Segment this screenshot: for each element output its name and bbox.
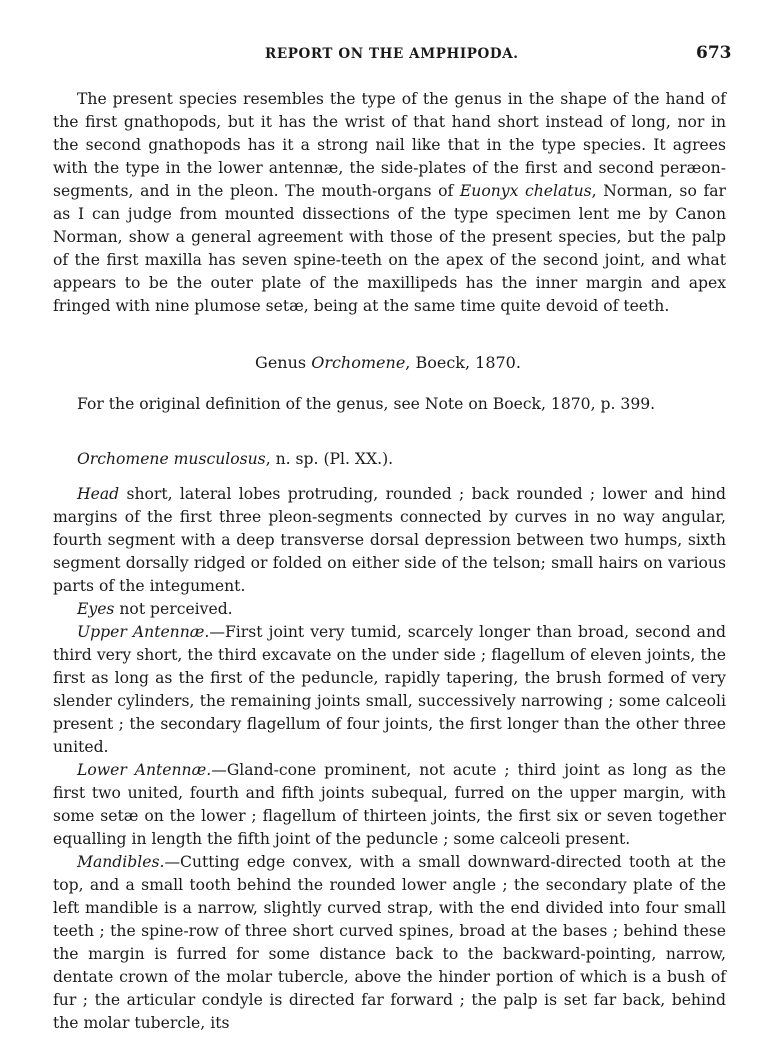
section-label: Upper Antennæ. (77, 623, 210, 641)
section-eyes (53, 598, 726, 621)
intro-text: The present species resembles the type of the genus in the shape of the hand of the first gnathopods, but it has the wrist of that hand short instead of long, nor in the second gnathopods has it a strong nail like that in the type species. It agrees with the type in the lower antennæ, the side-plates of the first and second peræon-segments, and in the pleon. The mouth-organs of (53, 90, 726, 200)
section-text: —First joint very tumid, scarcely longer than broad, second and third very short, the third excavate on the under side ; flagellum of eleven joints, the first as long as the first of the peduncle, rapidly tapering, the brush formed of very slender cylinders, the remaining joints small, successively narrowing ; some calceoli present ; the secondary flagellum of four joints, the first longer than the other three united. (53, 623, 726, 756)
running-head (0, 42, 776, 66)
section-lower-antennae (53, 759, 726, 851)
intro-paragraph (53, 88, 726, 318)
section-text: short, lateral lobes protruding, rounded ; back rounded ; lower and hind margins of the first three pleon-segments connected by curves in no way angular, fourth segment with a deep transverse dorsal depression between two humps, sixth segment dorsally ridged or folded on either side of the telson; small hairs on various parts of the integument. (53, 485, 726, 595)
genus-name: Orchomene (311, 353, 406, 372)
section-head (53, 483, 726, 598)
section-upper-antennae (53, 621, 726, 759)
section-label: Lower Antennæ. (77, 761, 212, 779)
genus-note: For the original definition of the genus, see Note on Boeck, 1870, p. 399. (77, 395, 656, 413)
species-name: Orchomene musculosus (77, 450, 266, 468)
species-description (53, 483, 726, 1035)
section-label: Eyes (77, 600, 115, 618)
section-text: —Cutting edge convex, with a small downward-directed tooth at the top, and a small tooth behind the rounded lower angle ; the secondary plate of the left mandible is a narrow, slightly curved strap, with the end divided into four small teeth ; the spine-row of three short curved spines, broad at the bases ; behind these the margin is furred for some distance back to the backward-pointing, narrow, dentate crown of the molar tubercle, above the hinder portion of which is a bush of fur ; the articular condyle is directed far forward ; the palp is set far back, behind the molar tubercle, its (53, 853, 726, 1032)
section-label: Head (77, 485, 120, 503)
intro-text-rest: , Norman, so far as I can judge from mounted dissections of the type specimen lent me by Canon Norman, show a general agreement with those of the present species, but the palp of the first maxilla has seven spine-teeth on the apex of the second joint, and what appears to be the outer plate of the maxillipeds has the inner margin and apex fringed with nine plumose setæ, being at the same time quite devoid of teeth. (53, 182, 726, 315)
section-text: not perceived. (114, 600, 233, 618)
page-number: 673 (696, 43, 732, 63)
section-text: —Gland-cone prominent, not acute ; third joint as long as the first two united, fourth and fifth joints subequal, furred on the upper margin, with some setæ on the lower ; flagellum of thirteen joints, the first six or seven together equalling in length the fifth joint of the peduncle ; some calceoli present. (53, 761, 726, 848)
section-mandibles (53, 851, 726, 1035)
genus-heading (0, 353, 776, 372)
genus-prefix: Genus (255, 353, 312, 372)
intro-species-name: Euonyx chelatus (459, 182, 592, 200)
species-heading (77, 450, 393, 468)
section-label: Mandibles. (77, 853, 165, 871)
species-suffix: , n. sp. (Pl. XX.). (265, 450, 394, 468)
genus-suffix: , Boeck, 1870. (405, 353, 521, 372)
running-title: REPORT ON THE AMPHIPODA. (265, 46, 519, 62)
